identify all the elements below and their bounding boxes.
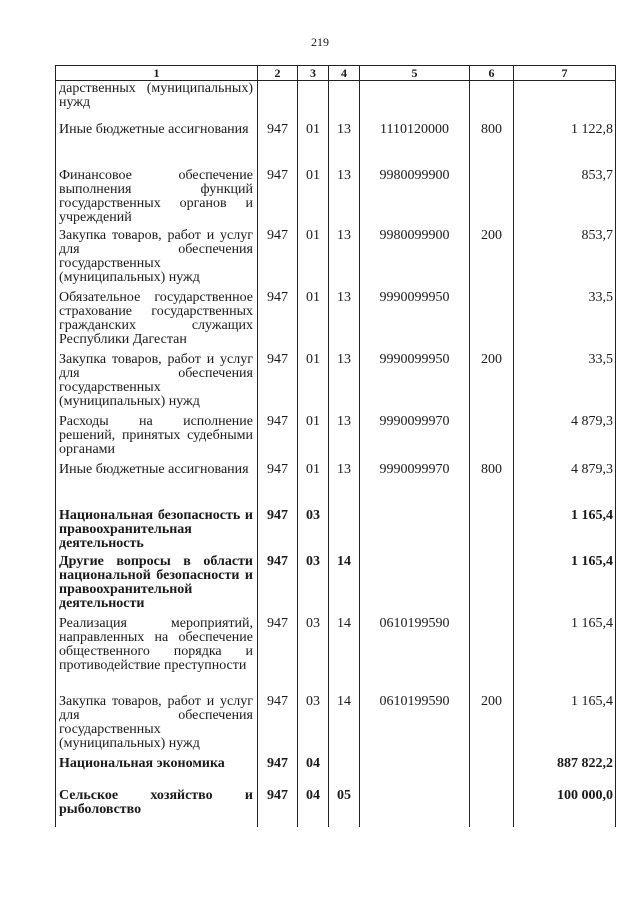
row-ved: 947 [258,123,298,169]
row-amount: 4 879,3 [514,415,616,463]
row-csr [360,757,470,789]
row-rz: 01 [298,169,329,229]
row-name: Закупка товаров, работ и услуг для обеспечения государственных (муниципальных) нужд [56,353,258,415]
row-vr [470,291,514,353]
row-amount: 1 122,8 [514,123,616,169]
row-name: Иные бюджетные ассигнования [56,463,258,509]
row-name: дарственных (муниципальных) нужд [56,81,258,123]
row-pr: 13 [329,169,360,229]
row-pr: 13 [329,415,360,463]
row-vr: 200 [470,229,514,291]
header-cell: 3 [298,66,329,81]
row-name: Реализация мероприятий, направленных на обеспечение общественного порядка и противодействие преступности [56,617,258,695]
row-amount: 33,5 [514,353,616,415]
row-ved: 947 [258,291,298,353]
header-cell: 4 [329,66,360,81]
row-csr: 9990099970 [360,463,470,509]
row-vr [470,789,514,827]
row-ved: 947 [258,695,298,757]
budget-table [55,65,616,827]
table-row [56,353,616,415]
row-csr: 1110120000 [360,123,470,169]
table-row [56,81,616,123]
row-pr: 14 [329,555,360,617]
row-pr [329,81,360,123]
row-rz: 04 [298,757,329,789]
row-pr: 05 [329,789,360,827]
row-pr: 14 [329,617,360,695]
row-pr: 13 [329,123,360,169]
row-rz: 01 [298,353,329,415]
row-csr [360,555,470,617]
row-amount: 33,5 [514,291,616,353]
row-vr: 200 [470,695,514,757]
row-name: Национальная экономика [56,757,258,789]
row-csr: 0610199590 [360,695,470,757]
row-csr: 9980099900 [360,229,470,291]
row-pr: 13 [329,229,360,291]
row-vr: 200 [470,353,514,415]
table-row [56,509,616,555]
page-number: 219 [311,35,329,49]
row-ved: 947 [258,463,298,509]
table-row [56,789,616,827]
table-row [56,169,616,229]
row-ved: 947 [258,617,298,695]
row-csr: 9990099950 [360,291,470,353]
row-amount: 853,7 [514,169,616,229]
row-vr [470,617,514,695]
row-rz: 03 [298,617,329,695]
row-rz: 01 [298,463,329,509]
row-vr [470,81,514,123]
table-row [56,617,616,695]
row-csr [360,81,470,123]
row-name: Сельское хозяйство и рыболовство [56,789,258,827]
row-amount: 1 165,4 [514,509,616,555]
row-name: Иные бюджетные ассигнования [56,123,258,169]
row-rz [298,81,329,123]
row-ved: 947 [258,415,298,463]
table-row [56,463,616,509]
row-ved: 947 [258,229,298,291]
row-rz: 03 [298,695,329,757]
table-row [56,229,616,291]
row-amount: 100 000,0 [514,789,616,827]
row-pr: 14 [329,695,360,757]
table-row [56,555,616,617]
table-row [56,695,616,757]
row-ved: 947 [258,757,298,789]
row-rz: 01 [298,291,329,353]
row-ved: 947 [258,555,298,617]
header-cell: 5 [360,66,470,81]
row-csr [360,509,470,555]
header-cell: 6 [470,66,514,81]
row-vr [470,415,514,463]
row-ved: 947 [258,789,298,827]
row-rz: 03 [298,509,329,555]
row-amount: 1 165,4 [514,695,616,757]
row-amount: 853,7 [514,229,616,291]
row-pr: 13 [329,353,360,415]
row-rz: 01 [298,123,329,169]
row-amount: 4 879,3 [514,463,616,509]
table-row [56,123,616,169]
row-name: Закупка товаров, работ и услуг для обеспечения государственных (муниципальных) нужд [56,229,258,291]
header-cell: 1 [56,66,258,81]
row-amount: 887 822,2 [514,757,616,789]
row-pr [329,757,360,789]
header-cell: 7 [514,66,616,81]
row-amount [514,81,616,123]
header-cell: 2 [258,66,298,81]
row-vr [470,757,514,789]
header-row [56,66,616,81]
table-row [56,291,616,353]
row-csr: 0610199590 [360,617,470,695]
row-ved: 947 [258,169,298,229]
row-name: Финансовое обеспечение выполнения функций государственных органов и учреждений [56,169,258,229]
table-row [56,757,616,789]
row-amount: 1 165,4 [514,555,616,617]
row-csr: 9990099970 [360,415,470,463]
row-rz: 03 [298,555,329,617]
row-name: Обязательное государственное страхование государственных гражданских служащих Республики Дагестан [56,291,258,353]
row-csr: 9980099900 [360,169,470,229]
row-name: Национальная безопасность и правоохранительная деятельность [56,509,258,555]
row-vr [470,555,514,617]
row-vr [470,509,514,555]
row-ved: 947 [258,353,298,415]
row-csr: 9990099950 [360,353,470,415]
row-vr: 800 [470,123,514,169]
row-csr [360,789,470,827]
row-vr [470,169,514,229]
table-row [56,415,616,463]
row-pr: 13 [329,463,360,509]
row-rz: 01 [298,415,329,463]
row-name: Закупка товаров, работ и услуг для обеспечения государственных (муниципальных) нужд [56,695,258,757]
row-ved: 947 [258,509,298,555]
row-name: Другие вопросы в области национальной безопасности и правоохранительной деятельности [56,555,258,617]
row-amount: 1 165,4 [514,617,616,695]
row-rz: 01 [298,229,329,291]
row-name: Расходы на исполнение решений, принятых судебными органами [56,415,258,463]
row-ved [258,81,298,123]
row-vr: 800 [470,463,514,509]
row-rz: 04 [298,789,329,827]
row-pr [329,509,360,555]
row-pr: 13 [329,291,360,353]
